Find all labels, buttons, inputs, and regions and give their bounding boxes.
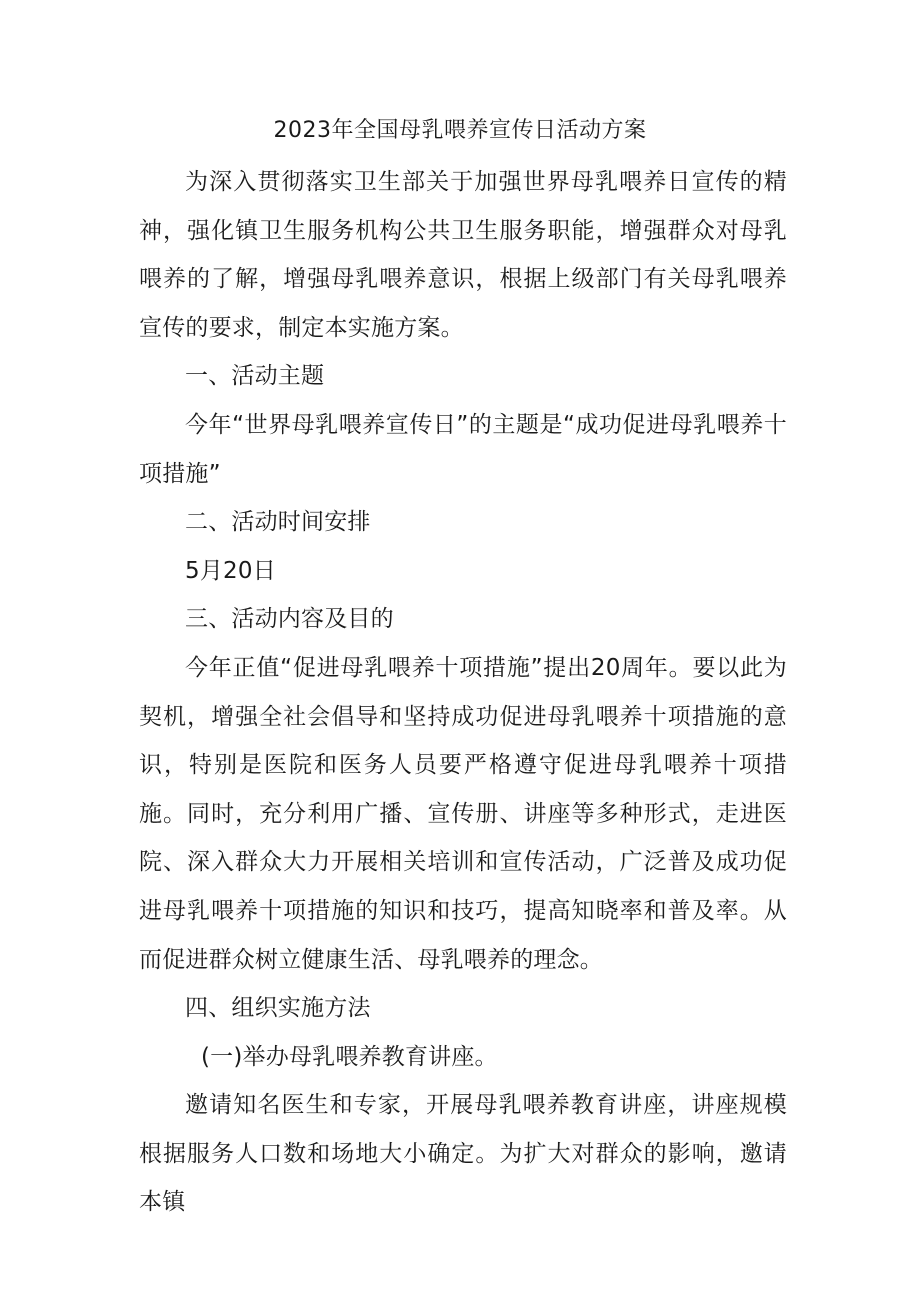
schedule-date: 5月20日	[185, 557, 276, 584]
document-title: 2023年全国母乳喂养宣传日活动方案	[273, 118, 647, 143]
section-heading-content: 三、活动内容及目的	[185, 606, 394, 633]
content-paragraph: 今年正值“促进母乳喂养十项措施”提出20周年。要以此为契机，增强全社会倡导和坚持成功促进母乳喂养十项措施的意识，特别是医院和医务人员要严格遵守促进母乳喂养十项措施。同时，充分利用广播、宣传册、讲座等多种形式，走进医院、深入群众大力开展相关培训和宣传活动，广泛普及成功促进母乳喂养十项措施的知识和技巧，提高知晓率和普及率。从而促进群众树立健康生活、母乳喂养的理念。	[139, 654, 787, 973]
subsection-heading-lecture: (一)举办母乳喂养教育讲座。	[201, 1043, 498, 1070]
section-heading-implementation: 四、组织实施方法	[185, 995, 371, 1022]
section-heading-theme: 一、活动主题	[185, 363, 325, 390]
theme-paragraph: 今年“世界母乳喂养宣传日”的主题是“成功促进母乳喂养十项措施”	[139, 411, 787, 487]
section-heading-schedule: 二、活动时间安排	[185, 509, 371, 536]
intro-paragraph: 为深入贯彻落实卫生部关于加强世界母乳喂养日宣传的精神，强化镇卫生服务机构公共卫生服务职能，增强群众对母乳喂养的了解，增强母乳喂养意识，根据上级部门有关母乳喂养宣传的要求，制定本实施方案。	[139, 169, 787, 341]
document-body	[139, 158, 787, 1227]
lecture-paragraph: 邀请知名医生和专家，开展母乳喂养教育讲座，讲座规模根据服务人口数和场地大小确定。为扩大对群众的影响，邀请本镇	[139, 1092, 787, 1216]
